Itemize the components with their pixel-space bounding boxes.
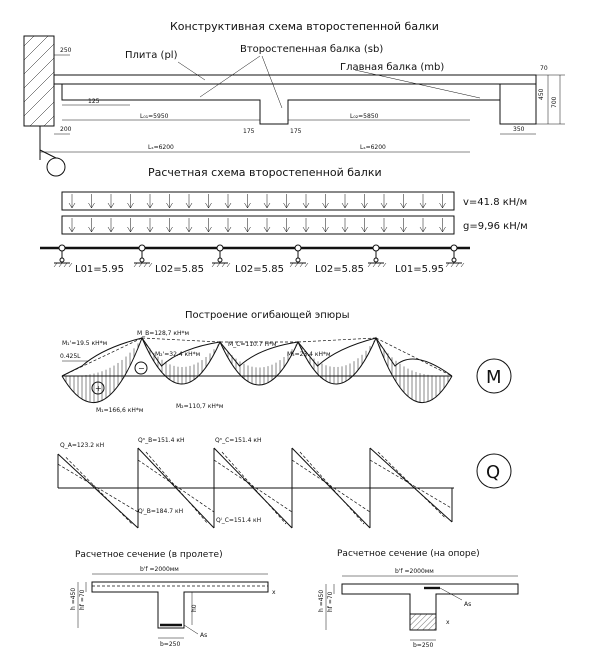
label-qc-left: Qˡ_C=151.4 кН [216,517,262,524]
load-g-label: g=9,96 кН/м [463,221,528,232]
dim-span-1: Lₛ=6200 [148,144,174,151]
wall [24,36,54,126]
support-ground-hatch [144,263,147,267]
support-roller [218,258,222,262]
span-x-label: x [272,589,276,596]
label-qb-right: Qⁿ_B=151.4 кН [138,437,185,444]
support-hinge [59,245,65,251]
shear-dash [378,452,446,519]
support-ground-hatch [290,263,293,267]
dim-700: 700 [551,96,558,108]
label-m1-prime: M₁'=19.5 кН*м [62,340,108,347]
span-section-title: Расчетное сечение (в пролете) [75,550,223,560]
span-t-section [92,582,268,628]
support-hinge [139,245,145,251]
live-load-band [62,192,454,210]
dim-175-left: 175 [243,128,255,135]
support-roller [374,258,378,262]
span-label-4: L02=5.85 [315,264,364,275]
axis-bubble [47,158,65,176]
support-ground-hatch [64,263,67,267]
span-label-5: L01=5.95 [395,264,444,275]
support-ground-hatch [295,263,298,267]
support-hinge [451,245,457,251]
shear-dash [66,457,132,524]
support-ground-hatch [54,263,57,267]
support-roller [452,258,456,262]
support-ground-hatch [217,263,220,267]
support-ground-hatch [456,263,459,267]
slab-plate [54,75,536,84]
support-ground-hatch [59,263,62,267]
label-qa: Q_A=123.2 кН [60,442,105,449]
shear-circle-letter: Q [486,462,501,483]
label-m2-prime: M₂'=32.4 кН*м [155,351,201,358]
support-b-label: b=250 [413,642,434,649]
span-h-label: h =450 [70,587,77,610]
support-ground-hatch [212,263,215,267]
calc-scheme-title: Расчетная схема второстепенной балки [148,166,382,179]
span-as-label: As [200,632,208,639]
secondary-beam [62,84,500,124]
label-main-beam: Главная балка (mb) [340,62,445,73]
label-m1: M₁=166,6 кН*м [96,407,144,414]
span-h0-label: h0 [191,604,198,612]
support-ground-hatch [139,263,142,267]
span-b-label: b=250 [160,641,181,648]
load-v-label: v=41.8 кН/м [463,197,528,208]
span-bf-label: b'f =2000мм [140,566,179,573]
label-0425l: 0.425L [60,353,81,360]
shear-dash [214,460,292,512]
label-plate: Плита (pl) [125,50,178,61]
wall-hatch [24,36,54,126]
constructive-scheme-title: Конструктивная схема второстепенной балки [170,20,439,33]
support-ground-hatch [383,263,386,267]
support-ground-hatch [373,263,376,267]
dim-250: 250 [60,47,72,54]
support-roller [140,258,144,262]
label-m3: M₃=23.4 кН*м [287,351,331,358]
dead-load-band [62,216,454,234]
support-ground-hatch [446,263,449,267]
support-x-label: x [446,619,450,626]
minus-sign: − [138,364,145,373]
plus-sign: + [95,384,102,393]
label-m2: M₂=110,7 кН*м [176,403,224,410]
support-ground-hatch [134,263,137,267]
support-section-title: Расчетное сечение (на опоре) [337,549,480,559]
support-roller [296,258,300,262]
shear-dash [292,460,370,512]
support-hinge [217,245,223,251]
shear-line [370,448,452,522]
dim-175-right: 175 [290,128,302,135]
support-ground-hatch [451,263,454,267]
support-ground-hatch [461,263,464,267]
support-ground-hatch [69,263,72,267]
dim-l02: L₀₂=5850 [350,113,379,120]
span-label-3: L02=5.85 [235,264,284,275]
support-hf-label: hf =70 [327,591,334,612]
support-h-label: h =450 [318,589,325,612]
support-hinge [295,245,301,251]
span-hf-label: hf =70 [79,589,86,610]
span-label-1: L01=5.95 [75,264,124,275]
support-compression-zone [410,614,436,630]
envelope-title: Построение огибающей эпюры [185,310,350,321]
label-qb-left: Qˡ_B=184.7 кН [138,508,184,515]
support-ground-hatch [227,263,230,267]
support-ground-hatch [378,263,381,267]
support-roller [60,258,64,262]
support-bf-label: b'f =2000мм [395,568,434,575]
support-ground-hatch [222,263,225,267]
span-label-2: L02=5.85 [155,264,204,275]
label-mb: M_B=128,7 кН*м [137,330,190,337]
moment-circle-letter: M [486,367,502,388]
label-secondary-beam: Второстепенная балка (sb) [240,44,384,55]
support-ground-hatch [305,263,308,267]
dim-l01: L₀₁=5950 [140,113,169,120]
dim-125: 125 [88,98,100,105]
moment-dash-chord [376,338,452,376]
dim-span-2: Lₛ=6200 [360,144,386,151]
main-beam [500,84,536,124]
support-hinge [373,245,379,251]
dim-450: 450 [538,88,545,100]
moment-dash-chord [142,338,220,342]
support-ground-hatch [149,263,152,267]
label-mc: M_C=110.7 Н*м [228,341,277,348]
shear-line [58,454,138,528]
dim-350: 350 [513,126,525,133]
dim-70: 70 [540,65,548,72]
support-as-label: As [464,601,472,608]
support-ground-hatch [368,263,371,267]
dim-200: 200 [60,126,72,133]
shear-dash [138,460,214,512]
support-ground-hatch [300,263,303,267]
load-arrows [69,194,446,232]
label-qc-right: Qⁿ_C=151.4 кН [215,437,262,444]
